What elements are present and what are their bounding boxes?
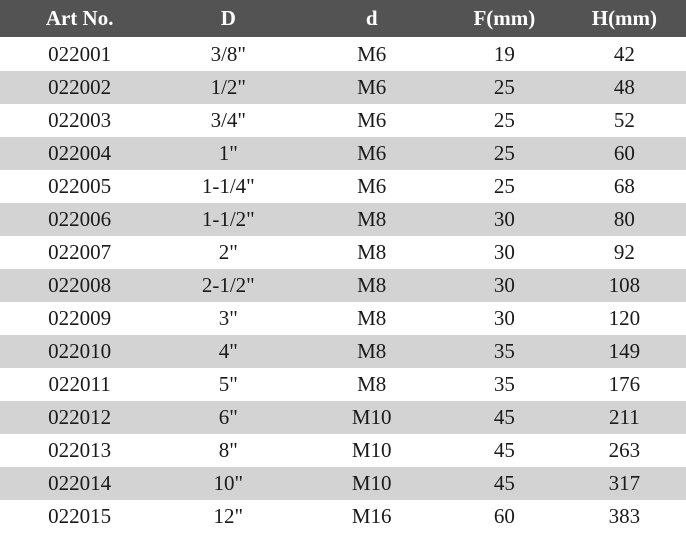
table-row xyxy=(0,434,686,467)
cell-d-lower: M10 xyxy=(297,401,446,434)
cell-d-lower: M8 xyxy=(357,372,387,396)
cell-h-mm: 42 xyxy=(613,42,635,66)
table-row xyxy=(0,170,686,203)
table-header xyxy=(0,0,686,38)
cell-d-lower: M8 xyxy=(357,306,387,330)
cell-d-upper: 8" xyxy=(218,438,238,462)
cell-f-mm: 30 xyxy=(446,269,563,302)
cell-d-upper: 4" xyxy=(159,335,297,368)
cell-d-lower: M8 xyxy=(357,240,387,264)
cell-art-no: 022013 xyxy=(48,438,112,462)
table-row xyxy=(0,203,686,236)
cell-d-upper: 1/2" xyxy=(159,71,297,104)
header-h-mm: H(mm) xyxy=(563,0,686,38)
cell-f-mm: 30 xyxy=(493,240,515,264)
cell-h-mm: 383 xyxy=(608,504,641,528)
cell-d-upper: 5" xyxy=(218,372,238,396)
cell-h-mm: 52 xyxy=(613,108,635,132)
table-row xyxy=(0,500,686,533)
cell-d-lower: M6 xyxy=(297,71,446,104)
cell-d-upper: 12" xyxy=(213,504,244,528)
cell-h-mm: 176 xyxy=(608,372,641,396)
table-row xyxy=(0,104,686,137)
cell-f-mm: 25 xyxy=(493,108,515,132)
cell-h-mm: 92 xyxy=(613,240,635,264)
cell-d-upper: 2-1/2" xyxy=(159,269,297,302)
cell-d-lower: M6 xyxy=(357,174,387,198)
cell-h-mm: 120 xyxy=(608,306,641,330)
cell-h-mm: 68 xyxy=(613,174,635,198)
cell-d-lower: M8 xyxy=(297,335,446,368)
cell-h-mm: 60 xyxy=(563,137,686,170)
header-art-no: Art No. xyxy=(0,0,159,38)
cell-d-upper: 1-1/4" xyxy=(201,174,255,198)
header-f-mm: F(mm) xyxy=(446,0,563,38)
cell-f-mm: 19 xyxy=(493,42,515,66)
table-row xyxy=(0,467,686,500)
cell-f-mm: 35 xyxy=(493,372,515,396)
cell-art-no: 022011 xyxy=(48,372,111,396)
header-d-upper: D xyxy=(159,0,297,38)
cell-h-mm: 149 xyxy=(563,335,686,368)
cell-d-upper: 3/4" xyxy=(210,108,247,132)
cell-f-mm: 45 xyxy=(446,467,563,500)
cell-art-no: 022005 xyxy=(48,174,112,198)
cell-d-upper: 3/8" xyxy=(210,42,247,66)
cell-d-lower: M8 xyxy=(297,203,446,236)
cell-d-upper: 1" xyxy=(159,137,297,170)
cell-f-mm: 25 xyxy=(446,137,563,170)
cell-d-upper: 3" xyxy=(218,306,238,330)
cell-d-lower: M6 xyxy=(357,42,387,66)
table-row xyxy=(0,38,686,72)
cell-art-no: 022003 xyxy=(48,108,112,132)
cell-art-no: 022002 xyxy=(0,71,159,104)
table-row xyxy=(0,269,686,302)
cell-art-no: 022008 xyxy=(0,269,159,302)
table-body xyxy=(0,38,686,534)
table-row xyxy=(0,71,686,104)
table-row xyxy=(0,236,686,269)
cell-d-upper: 2" xyxy=(218,240,238,264)
cell-d-lower: M10 xyxy=(351,438,392,462)
cell-d-lower: M6 xyxy=(357,108,387,132)
table-row xyxy=(0,401,686,434)
cell-art-no: 022014 xyxy=(0,467,159,500)
cell-h-mm: 263 xyxy=(608,438,641,462)
cell-art-no: 022004 xyxy=(0,137,159,170)
cell-d-upper: 6" xyxy=(159,401,297,434)
cell-f-mm: 25 xyxy=(446,71,563,104)
cell-f-mm: 35 xyxy=(446,335,563,368)
cell-art-no: 022009 xyxy=(48,306,112,330)
cell-d-lower: M16 xyxy=(351,504,392,528)
cell-h-mm: 80 xyxy=(563,203,686,236)
cell-d-lower: M10 xyxy=(297,467,446,500)
cell-art-no: 022006 xyxy=(0,203,159,236)
cell-f-mm: 30 xyxy=(446,203,563,236)
cell-f-mm: 45 xyxy=(493,438,515,462)
cell-art-no: 022010 xyxy=(0,335,159,368)
cell-art-no: 022015 xyxy=(48,504,112,528)
table-row xyxy=(0,137,686,170)
table-row xyxy=(0,302,686,335)
cell-f-mm: 25 xyxy=(493,174,515,198)
cell-d-upper: 10" xyxy=(159,467,297,500)
cell-f-mm: 30 xyxy=(493,306,515,330)
cell-h-mm: 317 xyxy=(563,467,686,500)
cell-f-mm: 45 xyxy=(446,401,563,434)
cell-h-mm: 211 xyxy=(563,401,686,434)
header-row xyxy=(0,0,686,38)
cell-h-mm: 108 xyxy=(563,269,686,302)
cell-art-no: 022012 xyxy=(0,401,159,434)
cell-f-mm: 60 xyxy=(493,504,515,528)
cell-art-no: 022001 xyxy=(48,42,112,66)
cell-d-lower: M8 xyxy=(297,269,446,302)
table-row xyxy=(0,335,686,368)
cell-h-mm: 48 xyxy=(563,71,686,104)
cell-d-upper: 1-1/2" xyxy=(159,203,297,236)
header-d-lower: d xyxy=(297,0,446,38)
cell-d-lower: M6 xyxy=(297,137,446,170)
table-row xyxy=(0,368,686,401)
cell-art-no: 022007 xyxy=(48,240,112,264)
